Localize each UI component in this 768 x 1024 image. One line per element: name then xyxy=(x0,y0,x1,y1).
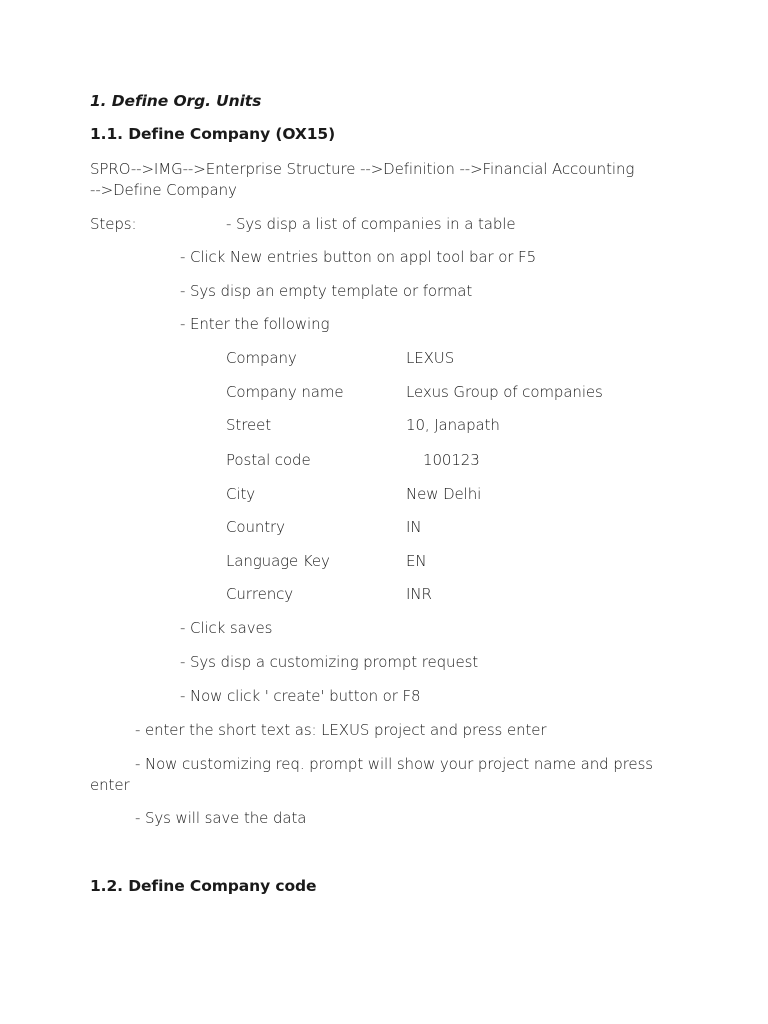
step-8: - enter the short text as: LEXUS project and press enter xyxy=(135,721,547,739)
field-label: Company name xyxy=(226,383,344,401)
field-value: EN xyxy=(406,552,427,570)
field-value: New Delhi xyxy=(406,485,482,503)
heading-define-company-code: 1.2. Define Company code xyxy=(90,877,317,895)
field-value: INR xyxy=(406,585,432,603)
field-label: City xyxy=(226,485,255,503)
step-7: - Now click ' create' button or F8 xyxy=(180,687,421,705)
field-value: IN xyxy=(406,518,422,536)
step-3: - Sys disp an empty template or format xyxy=(180,282,473,300)
field-label: Street xyxy=(226,416,271,434)
field-value: 100123 xyxy=(423,451,480,469)
field-label: Currency xyxy=(226,585,294,603)
step-9-line-1: - Now customizing req. prompt will show your project name and press xyxy=(135,755,653,773)
field-label: Company xyxy=(226,349,297,367)
steps-label: Steps: xyxy=(90,215,137,233)
step-5: - Click saves xyxy=(180,619,273,637)
field-label: Language Key xyxy=(226,552,330,570)
field-value: 10, Janapath xyxy=(406,416,500,434)
heading-define-org-units: 1. Define Org. Units xyxy=(90,92,262,110)
step-2: - Click New entries button on appl tool bar or F5 xyxy=(180,248,537,266)
field-label: Country xyxy=(226,518,285,536)
step-9-line-2: enter xyxy=(90,776,130,794)
step-4: - Enter the following xyxy=(180,315,330,333)
step-10: - Sys will save the data xyxy=(135,809,307,827)
path-line-1: SPRO-->IMG-->Enterprise Structure -->Definition -->Financial Accounting xyxy=(90,160,635,178)
field-label: Postal code xyxy=(226,451,311,469)
field-value: Lexus Group of companies xyxy=(406,383,603,401)
path-line-2: -->Define Company xyxy=(90,181,237,199)
field-value: LEXUS xyxy=(406,349,455,367)
heading-define-company: 1.1. Define Company (OX15) xyxy=(90,125,336,143)
step-1: - Sys disp a list of companies in a table xyxy=(226,215,516,233)
step-6: - Sys disp a customizing prompt request xyxy=(180,653,479,671)
